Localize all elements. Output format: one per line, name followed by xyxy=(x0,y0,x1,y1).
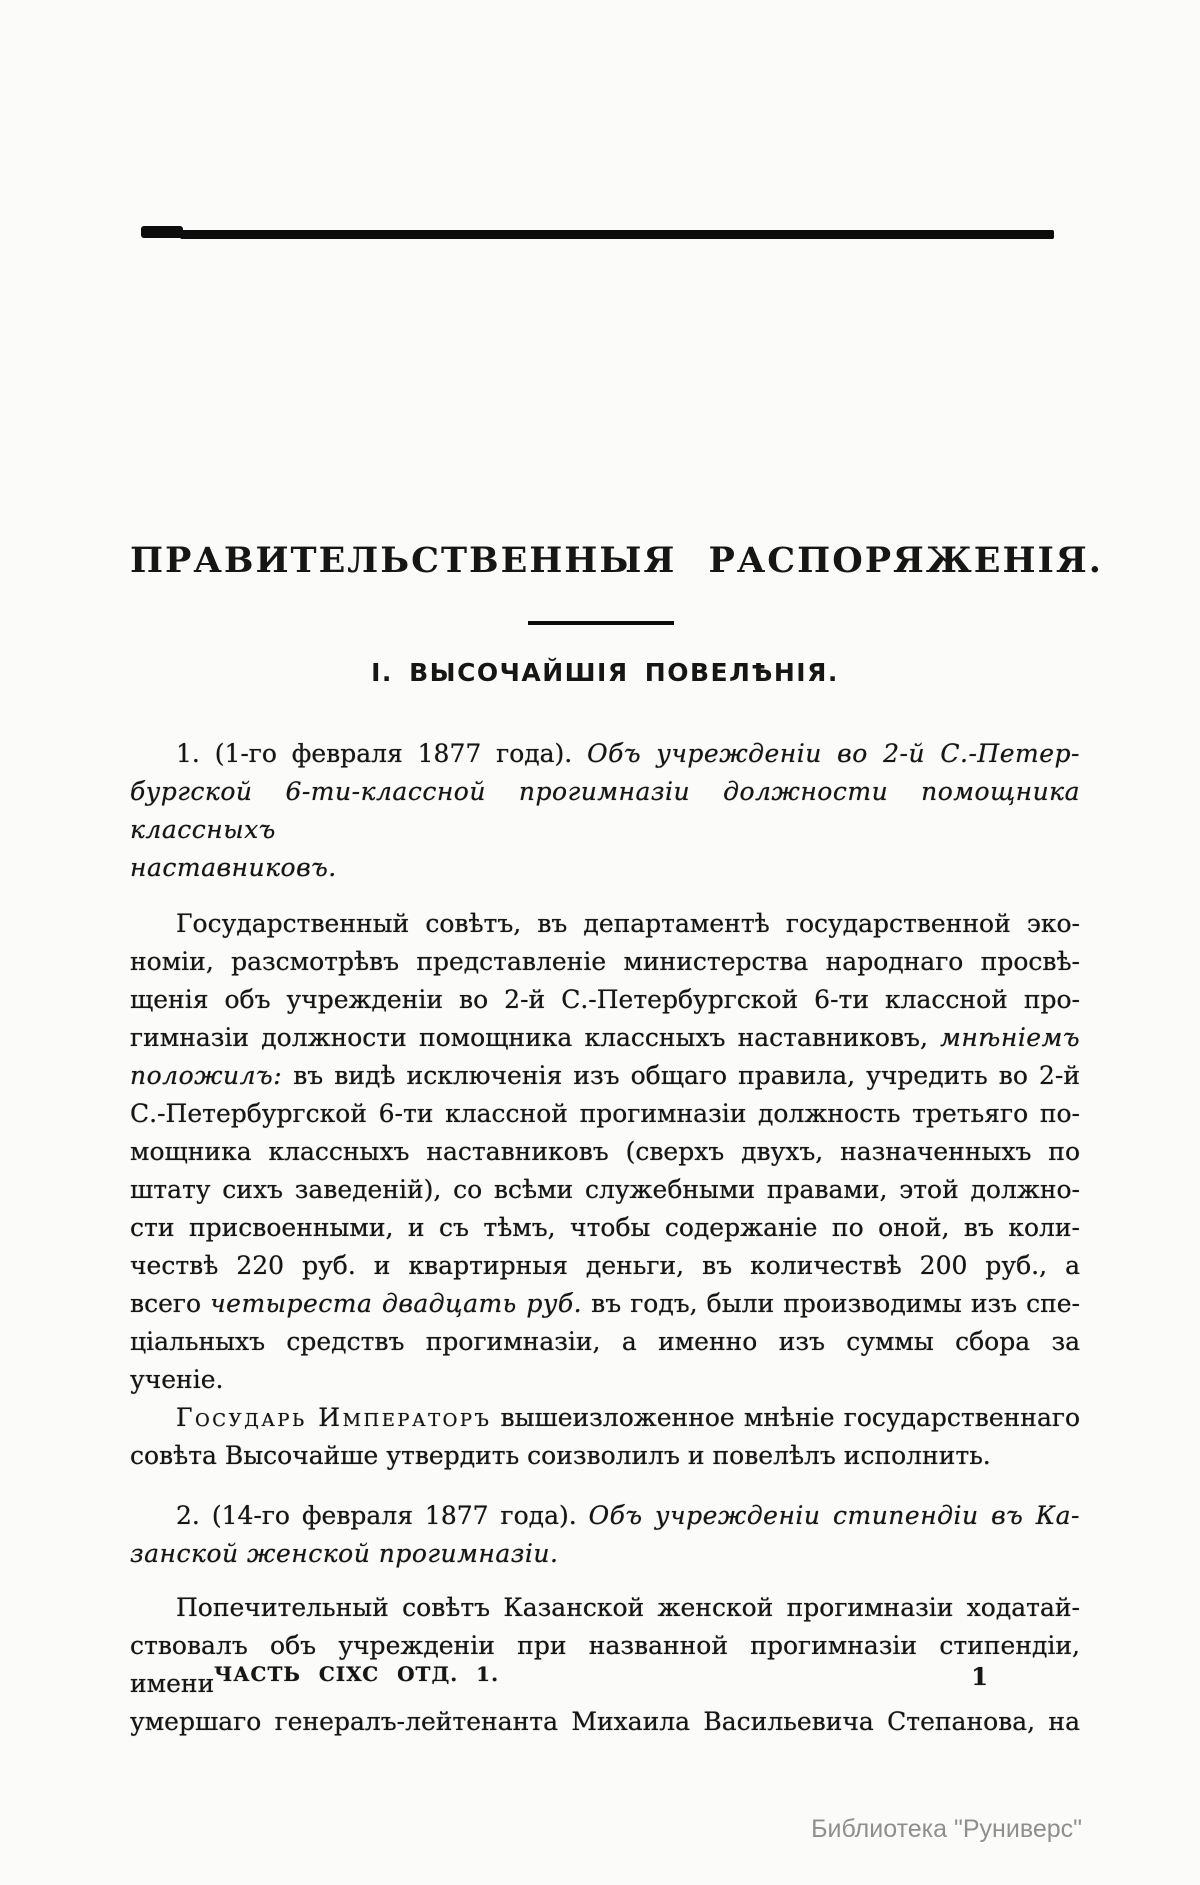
text-segment-roman: 2. (14-го февраля 1877 года). xyxy=(176,1501,589,1530)
text-segment-italic: занской женской прогимназіи. xyxy=(130,1539,559,1568)
text-segment-italic: четыреста двадцать руб. xyxy=(210,1289,583,1318)
text-line xyxy=(130,1703,1080,1741)
text-line xyxy=(130,1247,1080,1285)
text-segment-roman: ціальныхъ средствъ прогимназіи, а именно изъ суммы сбора за xyxy=(130,1327,1080,1356)
section-heading: І. ВЫСОЧАЙШІЯ ПОВЕЛѢНІЯ. xyxy=(371,658,839,687)
text-segment-italic: наставниковъ. xyxy=(130,853,337,882)
text-line xyxy=(130,735,1080,773)
text-segment-roman: ученіе. xyxy=(130,1365,224,1394)
text-line xyxy=(130,905,1080,943)
text-segment-italic: Объ учрежденіи стипендіи въ Ка- xyxy=(588,1501,1080,1530)
paragraph-1 xyxy=(130,905,1080,1399)
text-line xyxy=(130,1171,1080,1209)
text-line xyxy=(130,1285,1080,1323)
text-line xyxy=(130,1399,1080,1437)
text-segment-roman: гимназіи должности помощника классныхъ наставниковъ, xyxy=(130,1023,941,1052)
page-number: 1 xyxy=(971,1662,988,1691)
text-segment-roman: сти присвоенными, и съ тѣмъ, чтобы содержаніе по оной, въ коли- xyxy=(130,1213,1080,1242)
text-line xyxy=(130,1535,1080,1573)
paragraph-2 xyxy=(130,1399,1080,1475)
text-segment-roman: совѣта Высочайше утвердить соизволилъ и повелѣлъ исполнить. xyxy=(130,1441,991,1470)
top-rule xyxy=(180,230,1054,239)
text-segment-roman: штату сихъ заведеній), со всѣми служебными правами, этой должно- xyxy=(130,1175,1080,1204)
text-line xyxy=(130,1323,1080,1361)
text-line xyxy=(130,773,1089,849)
top-rule-left-dash xyxy=(141,226,183,238)
text-segment-roman: 1. (1-го февраля 1877 года). xyxy=(176,739,588,768)
text-line xyxy=(130,1209,1080,1247)
text-segment-italic: бургской 6-ти-классной прогимназіи должности помощника классныхъ xyxy=(130,777,1089,844)
text-segment-roman: С.-Петербургской 6-ти классной прогимназіи должность третьяго по- xyxy=(130,1099,1080,1128)
text-line xyxy=(130,1057,1080,1095)
item-heading-2 xyxy=(130,1497,1080,1573)
text-line xyxy=(130,981,1080,1019)
title-divider xyxy=(528,621,674,625)
page-footer xyxy=(130,1662,1080,1691)
text-line xyxy=(130,1437,1080,1475)
text-segment-roman: номіи, разсмотрѣвъ представленіе министерства народнаго просвѣ- xyxy=(130,947,1080,976)
text-segment-smallcaps: Государь Императоръ xyxy=(176,1403,492,1432)
text-line xyxy=(130,1589,1080,1627)
text-line xyxy=(130,1095,1080,1133)
text-segment-roman: мощника классныхъ наставниковъ (сверхъ двухъ, назначенныхъ по xyxy=(130,1137,1080,1166)
text-segment-roman: вышеизложенное мнѣніе государственнаго xyxy=(491,1403,1080,1432)
text-segment-roman: умершаго генералъ-лейтенанта Михаила Васильевича Степанова, на xyxy=(130,1707,1080,1736)
text-segment-roman: чествѣ 220 руб. и квартирныя деньги, въ количествѣ 200 руб., а xyxy=(130,1251,1080,1280)
text-segment-roman: Государственный совѣтъ, въ департаментѣ государственной эко- xyxy=(176,909,1080,938)
page-title: ПРАВИТЕЛЬСТВЕННЫЯ РАСПОРЯЖЕНІЯ. xyxy=(130,540,1103,581)
library-watermark: Библиотека "Руниверс" xyxy=(811,1815,1082,1843)
text-line xyxy=(130,943,1080,981)
text-segment-italic: Объ учрежденіи во 2-й С.-Петер- xyxy=(587,739,1080,768)
text-line xyxy=(130,1497,1080,1535)
text-line xyxy=(130,1019,1080,1057)
text-line xyxy=(130,1361,1080,1399)
document-body xyxy=(130,735,1089,1741)
text-segment-italic: мнѣніемъ xyxy=(940,1023,1080,1052)
item-heading-1 xyxy=(130,735,1089,887)
text-segment-roman: ствовалъ объ учрежденіи при названной прогимназіи стипендіи, имени xyxy=(130,1631,1088,1698)
text-segment-roman: щенія объ учрежденіи во 2-й С.-Петербургской 6-ти классной про- xyxy=(130,985,1080,1014)
text-segment-roman: Попечительный совѣтъ Казанской женской прогимназіи ходатай- xyxy=(176,1593,1080,1622)
text-line xyxy=(130,849,1080,887)
text-segment-roman: въ годъ, были производимы изъ спе- xyxy=(582,1289,1080,1318)
text-segment-italic: положилъ: xyxy=(130,1061,283,1090)
text-segment-roman: въ видѣ исключенія изъ общаго правила, учредить во 2-й xyxy=(282,1061,1080,1090)
footer-signature: ЧАСТЬ CIXC ОТД. 1. xyxy=(214,1662,500,1686)
text-line xyxy=(130,1133,1080,1171)
text-segment-roman: всего xyxy=(130,1289,211,1318)
